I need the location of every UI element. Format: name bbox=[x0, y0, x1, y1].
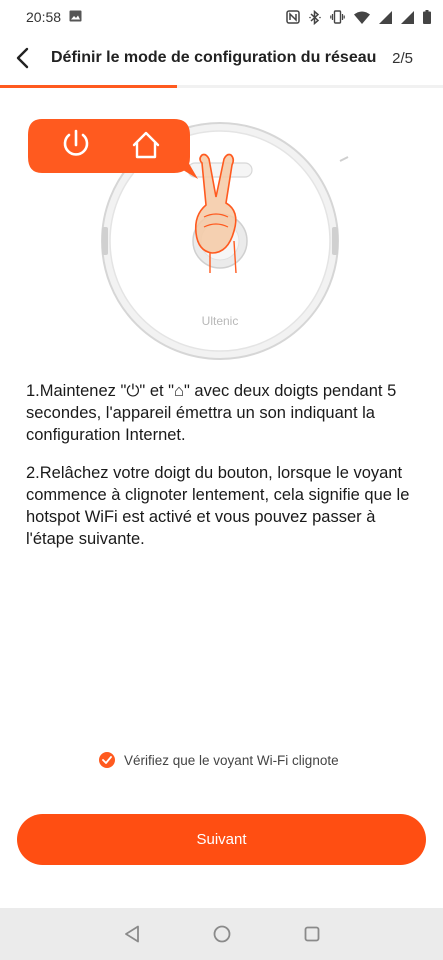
battery-icon bbox=[423, 10, 431, 24]
page-title: Définir le mode de configuration du réseau bbox=[51, 49, 377, 66]
step-indicator: 2/5 bbox=[392, 50, 413, 67]
brand-logo: Ultenic bbox=[201, 314, 239, 328]
wifi-icon bbox=[354, 11, 370, 24]
vibrate-icon bbox=[330, 10, 345, 24]
progress-bar bbox=[0, 85, 443, 88]
back-button[interactable] bbox=[6, 44, 38, 76]
header bbox=[0, 36, 443, 84]
progress-fill bbox=[0, 85, 177, 88]
status-time: 20:58 bbox=[26, 9, 62, 25]
bluetooth-icon bbox=[309, 10, 321, 25]
image-icon bbox=[69, 9, 82, 25]
back-triangle-icon[interactable] bbox=[120, 922, 144, 946]
wifi-blink-confirm-checkbox[interactable] bbox=[99, 752, 339, 768]
chevron-left-icon bbox=[15, 47, 29, 74]
system-nav-bar bbox=[0, 908, 443, 960]
recents-square-icon[interactable] bbox=[300, 922, 324, 946]
next-button[interactable]: Suivant bbox=[17, 814, 426, 865]
status-bar bbox=[0, 0, 443, 34]
instruction-step-2: 2.Relâchez votre doigt du bouton, lorsque le voyant commence à clignoter lentement, cela signifie que le hotspot WiFi est activé et vous pouvez passer à l'étape suivante. bbox=[26, 464, 410, 548]
instruction-step-1: 1.Maintenez "⏻" et "⌂" avec deux doigts pendant 5 secondes, l'appareil émettra un son indiquant la configuration Internet. bbox=[26, 382, 397, 444]
robot-vacuum-image bbox=[28, 115, 418, 365]
confirm-label: Vérifiez que le voyant Wi-Fi clignote bbox=[124, 752, 339, 768]
signal-icon bbox=[401, 11, 414, 24]
nfc-icon bbox=[286, 10, 300, 24]
robot-illustration bbox=[28, 115, 418, 365]
home-circle-icon[interactable] bbox=[210, 922, 234, 946]
checkmark-icon bbox=[99, 752, 115, 768]
instructions bbox=[26, 380, 421, 566]
signal-icon bbox=[379, 11, 392, 24]
